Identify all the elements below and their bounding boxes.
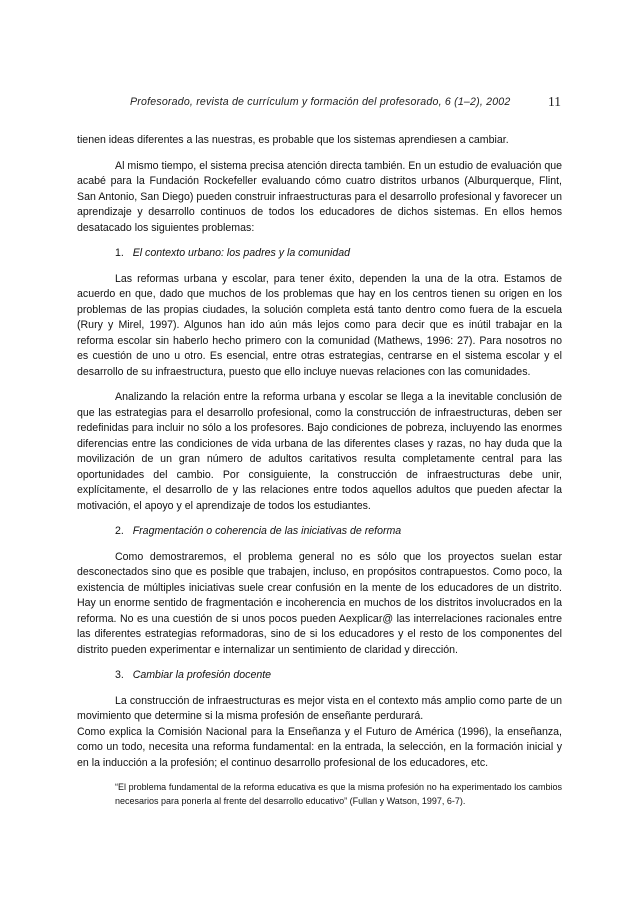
paragraph-evaluation-study: Al mismo tiempo, el sistema precisa atención directa también. En un estudio de evaluación que acabé para la Fundación Rockefeller evaluando cómo cuatro distritos urbanos (Alburquerque, Flint, San Antonio, San Diego) pueden construir infraestructuras para el desarrollo profesional y favorecer un aprendizaje y desarrollo continuos de todos los educadores de dichos sistemas. En ellos hemos desatacado los siguientes problemas: xyxy=(77,159,562,234)
body-text xyxy=(77,133,562,808)
section-heading-1 xyxy=(77,246,562,262)
paragraph-analysis: Analizando la relación entre la reforma urbana y escolar se llega a la inevitable conclusión de que las estrategias para el desarrollo profesional, como la construcción de infraestructuras, deben ser redefinidas para incluir no sólo a los profesores. Bajo condiciones de pobreza, incluyendo las enormes diferencias entre las condiciones de vida urbana de las diferentes clases y razas, no hay duda que la movilización de un gran número de adultos caritativos resulta completamente central para las oportunidades del cambio. Por consiguiente, la construcción de infraestructuras debe unir, explícitamente, el desarrollo de y las relaciones entre todos aquellos adultos que pueden afectar la motivación, el apoyo y el aprendizaje de todos los estudiantes. xyxy=(77,391,562,512)
section-number: 1. xyxy=(115,247,124,259)
section-heading-3 xyxy=(77,668,562,684)
paragraph-infrastructure: La construcción de infraestructuras es mejor vista en el contexto más amplio como parte de un movimiento que determine si la misma profesión de enseñante perdurará. xyxy=(77,694,562,722)
page-number: 11 xyxy=(548,94,561,109)
paragraph-national-commission: Como explica la Comisión Nacional para la Enseñanza y el Futuro de América (1996), la enseñanza, como un todo, necesita una reforma fundamental: en la entrada, la selección, en la formación inicial y en la inducción a la profesión; el continuo desarrollo profesional de los educadores, etc. xyxy=(77,725,562,769)
paragraph-continuation: tienen ideas diferentes a las nuestras, es probable que los sistemas aprendiesen a cambiar. xyxy=(77,134,509,146)
paragraph-fragmentation: Como demostraremos, el problema general no es sólo que los proyectos suelan estar desconectados sino que es posible que trabajen, incluso, en propósitos contrapuestos. Como poco, la existencia de múltiples iniciativas suele crear confusión en la mente de los educadores de un distrito. Hay un enorme sentido de fragmentación e incoherencia en muchos de los distritos involucrados en la reforma. No es una cuestión de si unos pocos pueden Aexplicar@ las interrelaciones racionales entre las diferentes estrategias reformadoras, sino de si los educadores y el resto de los componentes del distrito pueden experimentar e internalizar un sentimiento de claridad y dirección. xyxy=(77,550,562,656)
running-header: Profesorado, revista de currículum y formación del profesorado, 6 (1–2), 2002 xyxy=(130,96,511,108)
section-title: Cambiar la profesión docente xyxy=(132,669,272,681)
paragraph-urban-reform: Las reformas urbana y escolar, para tener éxito, dependen la una de la otra. Estamos de acuerdo en que, dado que muchos de los problemas que hay en los centros tienen su origen en los problemas de las propias ciudades, la solución completa está tanto dentro como fuera de la escuela (Rury y Mirel, 1997). Algunos han ido aún más lejos como para decir que es inútil trabajar en la reforma escolar sin haberlo hecho primero con la comunidad (Mathews, 1996: 27). Para nosotros no es cuestión de uno u otro. Es esencial, entre otras estrategias, centrarse en el sistema escolar y el desarrollo de su infraestructura, puesto que ello incluye nuevas relaciones con las comunidades. xyxy=(77,272,562,378)
block-quote: “El problema fundamental de la reforma educativa es que la misma profesión no ha experimentado los cambios necesarios para ponerla al frente del desarrollo educativo” (Fullan y Watson, 1997, 6-7). xyxy=(115,782,562,806)
section-number: 2. xyxy=(115,525,124,537)
section-title: Fragmentación o coherencia de las iniciativas de reforma xyxy=(132,525,402,537)
section-title: El contexto urbano: los padres y la comunidad xyxy=(132,247,350,259)
section-number: 3. xyxy=(115,669,124,681)
section-heading-2 xyxy=(77,524,562,540)
